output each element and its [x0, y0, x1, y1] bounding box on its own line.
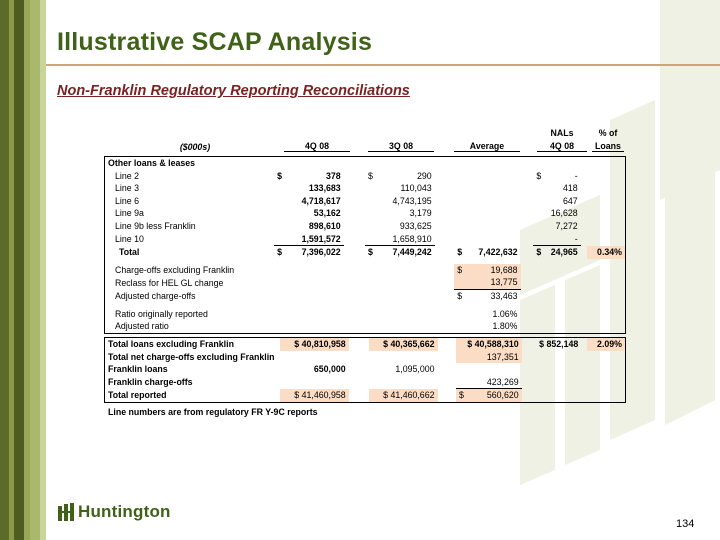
row-label: Line 9a — [115, 208, 144, 219]
total-loans-row — [105, 338, 626, 351]
row-label: Franklin charge-offs — [108, 377, 193, 388]
avg-header: Average — [454, 141, 520, 152]
avg-value: 1.80% — [492, 321, 518, 332]
section-heading: Other loans & leases — [108, 158, 196, 168]
table-row — [105, 207, 626, 220]
avg-dollar: $ — [456, 389, 468, 403]
avg-value: $ 40,588,310 — [456, 338, 522, 351]
q4-value: 53,162 — [313, 208, 341, 219]
logo-text: Huntington — [78, 502, 171, 521]
chargeoffs-row — [105, 264, 626, 277]
huntington-logo — [58, 502, 171, 522]
q3-value: 1,658,910 — [392, 233, 432, 244]
nal-dollar: $ — [536, 170, 542, 181]
franklin-chargeoffs-row — [105, 376, 626, 389]
row-label: Adjusted charge-offs — [115, 290, 196, 301]
nals-header-top: NALs — [550, 128, 574, 138]
units-header: ($000s) — [179, 142, 211, 152]
nal-total: 24,965 — [545, 246, 581, 259]
avg-value: 423,269 — [456, 376, 522, 389]
avg-value: 137,351 — [456, 351, 522, 364]
q3-value: 933,625 — [399, 220, 432, 231]
section-heading-row — [105, 157, 626, 170]
page-title: Illustrative SCAP Analysis — [57, 28, 373, 56]
ratio-orig-row — [105, 308, 626, 321]
row-label: Line 2 — [115, 170, 139, 181]
q3-value: 3,179 — [409, 208, 432, 219]
q4-value: 4,718,617 — [301, 195, 341, 206]
total-row — [105, 246, 626, 259]
total-label: Total — [119, 246, 140, 257]
q4-dollar: $ — [277, 170, 282, 181]
avg-value: 1.06% — [492, 308, 518, 319]
row-label: Total net charge-offs excluding Franklin — [108, 351, 275, 362]
q3-value: 1,095,000 — [395, 364, 435, 375]
pct-header-bottom: Loans — [592, 141, 624, 152]
q3-value: 290 — [416, 170, 432, 181]
row-label: Franklin loans — [108, 364, 168, 375]
row-label: Line 3 — [115, 183, 139, 194]
row-label: Reclass for HEL GL change — [115, 277, 224, 288]
nal-value: 16,628 — [550, 208, 578, 219]
q3-total: 7,449,242 — [377, 246, 435, 259]
pct-total: 0.34% — [587, 246, 626, 259]
other-loans-table — [104, 156, 626, 334]
avg-value: 13,775 — [466, 276, 520, 289]
q3-value: $ 41,460,662 — [369, 389, 438, 403]
avg-total: 7,422,632 — [478, 246, 518, 257]
totals-table — [104, 337, 626, 403]
avg-dollar: $ — [457, 290, 463, 301]
net-chargeoffs-row — [105, 351, 626, 364]
pct-header-top: % of — [598, 128, 618, 138]
table-row — [105, 195, 626, 208]
nals-header-bottom: 4Q 08 — [537, 141, 587, 152]
table-row — [105, 182, 626, 195]
avg-value: 19,688 — [466, 264, 520, 277]
page-number: 134 — [676, 518, 695, 530]
q4-dollar: $ — [274, 246, 286, 259]
row-label: Line 10 — [115, 233, 144, 244]
q4-value: 898,610 — [308, 220, 341, 231]
q3-dollar: $ — [365, 246, 377, 259]
q4-total: 7,396,022 — [286, 246, 344, 259]
avg-dollar: $ — [454, 264, 466, 277]
q4-value: 133,683 — [308, 183, 341, 194]
title-divider — [46, 64, 720, 66]
row-label: Ratio originally reported — [115, 308, 208, 319]
nal-value: 647 — [562, 195, 578, 206]
q3-value: $ 40,365,662 — [369, 338, 438, 351]
q4-header: 4Q 08 — [284, 141, 350, 152]
row-label: Total loans excluding Franklin — [108, 339, 234, 349]
q4-value: $ 40,810,958 — [280, 338, 349, 351]
avg-value: 33,463 — [490, 290, 518, 301]
q3-value: 110,043 — [400, 183, 432, 194]
left-decorative-stripes — [0, 0, 46, 540]
huntington-logo-icon — [58, 503, 74, 521]
ratio-adj-row — [105, 320, 626, 333]
row-label: Line 9b less Franklin — [115, 220, 196, 231]
nal-value: 418 — [562, 183, 578, 194]
footnote: Line numbers are from regulatory FR Y-9C reports — [108, 407, 318, 417]
row-label: Total reported — [108, 390, 167, 401]
row-label: Line 6 — [115, 195, 139, 206]
avg-dollar: $ — [457, 246, 463, 257]
total-reported-row — [105, 389, 626, 403]
q3-value: 4,743,195 — [392, 195, 432, 206]
table-row — [105, 170, 626, 183]
q4-value: 1,591,572 — [301, 233, 341, 244]
q4-value: 650,000 — [313, 364, 346, 375]
nal-dollar: $ — [533, 246, 545, 259]
q4-value: $ 41,460,958 — [280, 389, 349, 403]
nal-value: - — [574, 233, 578, 244]
table-row — [105, 220, 626, 233]
pct-value: 2.09% — [587, 338, 625, 351]
q3-dollar: $ — [368, 170, 373, 181]
franklin-loans-row — [105, 363, 626, 376]
q3-header: 3Q 08 — [368, 141, 434, 152]
adjusted-row — [105, 289, 626, 302]
nal-value: - — [574, 170, 578, 181]
nal-value: 7,272 — [555, 220, 578, 231]
row-label: Adjusted ratio — [115, 321, 169, 332]
avg-value: 560,620 — [468, 389, 522, 403]
nal-value: $ 852,148 — [539, 339, 579, 349]
reclass-row — [105, 276, 626, 289]
page-subtitle: Non-Franklin Regulatory Reporting Reconciliations — [57, 83, 410, 99]
row-label: Charge-offs excluding Franklin — [115, 264, 235, 275]
q4-value: 378 — [326, 170, 341, 181]
table-row — [105, 233, 626, 246]
